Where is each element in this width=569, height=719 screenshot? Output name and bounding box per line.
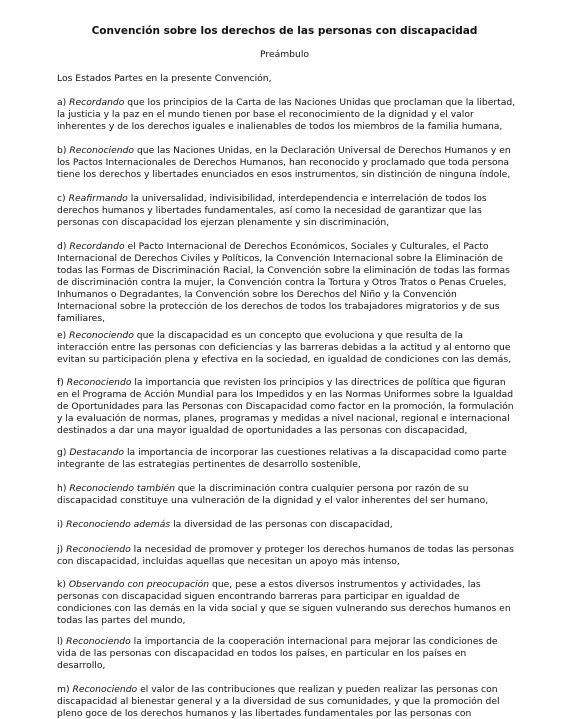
paragraph-letter: h): [57, 483, 70, 494]
paragraph-text: la necesidad de promover y proteger los derechos humanos de todas las personas con discapacidad, incluidas aquellas que necesitan un apoyo más intenso,: [57, 544, 514, 568]
paragraph-letter: j): [57, 544, 67, 555]
paragraph-lead: Reconociendo también: [69, 483, 175, 494]
paragraph-text: la importancia de incorporar las cuestiones relativas a la discapacidad como parte integrante de las estrategias pertinentes de desarrollo sostenible,: [57, 447, 507, 471]
paragraph-i: [57, 519, 517, 531]
paragraph-letter: g): [57, 447, 70, 458]
paragraph-k: [57, 579, 517, 627]
paragraph-lead: Reafirmando: [68, 193, 128, 204]
paragraph-c: [57, 193, 517, 229]
paragraph-lead: Recordando: [69, 97, 125, 108]
paragraph-d: [57, 241, 517, 325]
paragraph-lead: Reconociendo: [66, 544, 131, 555]
paragraph-letter: e): [57, 330, 70, 341]
paragraph-b: [57, 145, 517, 181]
paragraph-letter: l): [57, 636, 67, 647]
paragraph-letter: f): [57, 377, 67, 388]
paragraph-text: la diversidad de las personas con discapacidad,: [170, 519, 393, 530]
section-heading: Preámbulo: [259, 49, 309, 60]
paragraph-lead: Reconociendo: [66, 377, 132, 388]
paragraph-f: [57, 377, 517, 437]
paragraph-letter: c): [57, 193, 69, 204]
paragraph-letter: m): [57, 684, 73, 695]
paragraph-text: el Pacto Internacional de Derechos Económicos, Sociales y Culturales, el Pacto Internacional de Derechos Civiles y Políticos, la Convención Internacional sobre la Eliminación de todas las Formas de Discriminación Racial, la Convención sobre la eliminación de todas las formas de discriminación contra la mujer, la Convención contra la Tortura y Otros Tratos o Penas Crueles, Inhumanos o Degradantes, la Convención sobre los Derechos del Niño y la Convención Internacional sobre la protección de los derechos de todos los trabajadores migratorios y de sus familiares,: [57, 241, 510, 325]
paragraph-h: [57, 483, 517, 507]
paragraph-g: [57, 447, 517, 471]
paragraph-j: [57, 544, 517, 568]
paragraph-text: la universalidad, indivisibilidad, interdependencia e interrelación de todos los derechos humanos y libertades fundamentales, así como la necesidad de garantizar que las personas con discapacidad los ejerzan plenamente y sin discriminación,: [57, 193, 487, 229]
paragraph-lead: Recordando: [69, 241, 125, 252]
paragraph-lead: Reconociendo además: [66, 519, 171, 530]
paragraph-text: que los principios de la Carta de las Naciones Unidas que proclaman que la libertad, la justicia y la paz en el mundo tienen por base el reconocimiento de la dignidad y el valor inherentes y de los derechos iguales e inalienables de todos los miembros de la familia humana,: [57, 97, 516, 133]
paragraph-text: que, pese a estos diversos instrumentos y actividades, las personas con discapacidad siguen encontrando barreras para participar en igualdad de condiciones con las demás en la vida social y que se siguen vulnerando sus derechos humanos en todas las partes del mundo,: [57, 579, 511, 627]
intro-line: Los Estados Partes en la presente Convención,: [57, 73, 272, 84]
paragraph-lead: Reconociendo: [69, 145, 135, 156]
document-title: Convención sobre los derechos de las personas con discapacidad: [91, 25, 478, 37]
paragraph-text: el valor de las contribuciones que realizan y pueden realizar las personas con discapacidad al bienestar general y a la diversidad de sus comunidades, y que la promoción del pleno goce de los derechos humanos y las libertades fundamentales por las personas con: [57, 684, 500, 719]
paragraph-text: que la discriminación contra cualquier persona por razón de su discapacidad constituye una vulneración de la dignidad y el valor inherentes del ser humano,: [57, 483, 489, 507]
paragraph-e: [57, 330, 517, 366]
paragraph-lead: Reconociendo: [66, 636, 131, 647]
paragraph-text: la importancia que revisten los principios y las directrices de política que figuran en el Programa de Acción Mundial para los Impedidos y en las Normas Uniformes sobre la Igualdad de Oportunidades para las Personas con Discapacidad como factor en la promoción, la formulación y la evaluación de normas, planes, programas y medidas a nivel nacional, regional e internacional destinados a dar una mayor igualdad de oportunidades a las personas con discapacidad,: [57, 377, 514, 437]
paragraph-letter: d): [57, 241, 70, 252]
paragraph-a: [57, 97, 517, 133]
paragraph-text: la importancia de la cooperación internacional para mejorar las condiciones de vida de las personas con discapacidad en todos los países, en particular en los países en desarrollo,: [57, 636, 498, 672]
paragraph-lead: Reconociendo: [72, 684, 138, 695]
paragraph-letter: a): [57, 97, 70, 108]
paragraph-letter: i): [57, 519, 67, 530]
paragraph-text: que la discapacidad es un concepto que evoluciona y que resulta de la interacción entre las personas con deficiencias y las barreras debidas a la actitud y al entorno que evitan su participación plena y efectiva en la sociedad, en igualdad de condiciones con las demás,: [57, 330, 512, 366]
paragraph-letter: k): [57, 579, 69, 590]
paragraph-l: [57, 636, 517, 672]
paragraph-text: que las Naciones Unidas, en la Declaración Universal de Derechos Humanos y en los Pactos Internacionales de Derechos Humanos, han reconocido y proclamado que toda persona tiene los derechos y libertades enunciados en esos instrumentos, sin distinción de ninguna índole,: [57, 145, 511, 181]
paragraph-lead: Observando con preocupación: [68, 579, 210, 590]
paragraph-m: [57, 684, 517, 719]
paragraph-lead: Destacando: [69, 447, 125, 458]
paragraph-letter: b): [57, 145, 70, 156]
paragraph-lead: Reconociendo: [69, 330, 134, 341]
